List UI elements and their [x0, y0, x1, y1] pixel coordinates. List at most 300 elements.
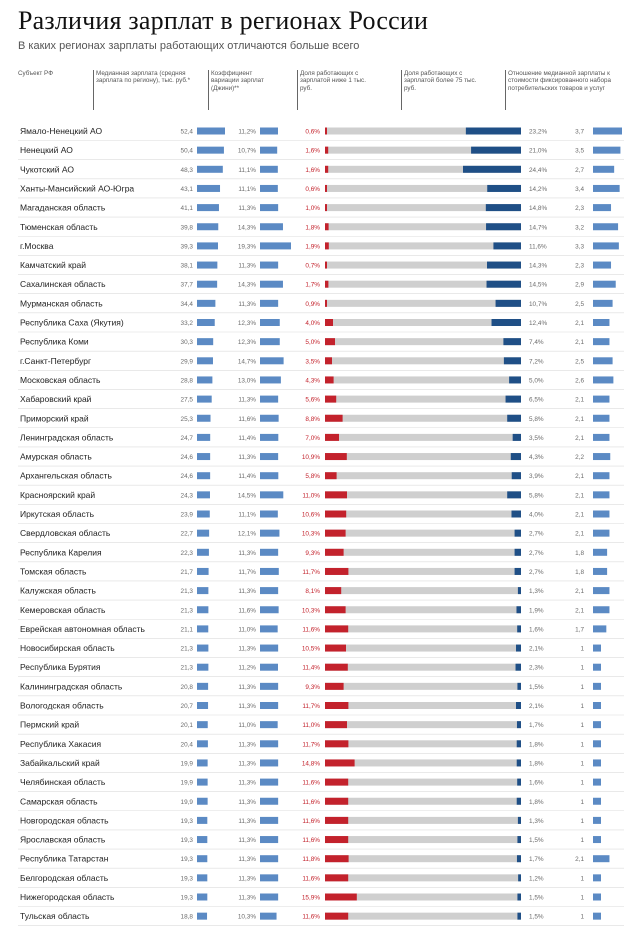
ratio-label: 1,8 [575, 568, 584, 576]
share-low-bar [325, 434, 339, 441]
coefficient-label: 11,3% [238, 837, 256, 845]
share-high-label: 1,7% [529, 856, 544, 864]
share-low-bar [325, 913, 348, 920]
median-salary-bar [197, 376, 212, 383]
share-low-bar [325, 147, 328, 154]
median-salary-label: 21,7 [180, 568, 193, 576]
share-low-bar [325, 415, 343, 422]
share-high-bar [517, 779, 521, 786]
share-low-bar [325, 894, 357, 901]
median-salary-label: 24,6 [180, 454, 193, 462]
share-background-bar [325, 721, 521, 728]
share-high-bar [487, 185, 521, 192]
coefficient-bar [260, 396, 278, 403]
share-high-label: 14,7% [529, 224, 548, 232]
share-low-label: 11,6% [302, 626, 320, 634]
ratio-label: 1 [580, 722, 584, 730]
share-high-label: 14,2% [529, 185, 548, 193]
share-low-bar [325, 721, 347, 728]
share-low-label: 11,0% [302, 722, 320, 730]
region-label: Республика Коми [20, 336, 89, 347]
share-high-label: 1,5% [529, 913, 544, 921]
median-salary-label: 39,3 [180, 243, 193, 251]
ratio-label: 2,1 [575, 434, 584, 442]
coefficient-label: 11,7% [238, 568, 256, 576]
ratio-bar [593, 894, 601, 901]
ratio-label: 2,1 [575, 415, 584, 423]
share-low-label: 5,6% [305, 396, 320, 404]
share-high-label: 1,8% [529, 741, 544, 749]
share-low-bar [325, 625, 348, 632]
share-high-bar [466, 128, 521, 135]
region-label: Еврейская автономная область [20, 623, 145, 634]
ratio-bar [593, 166, 614, 173]
ratio-label: 1 [580, 741, 584, 749]
median-salary-bar [197, 855, 207, 862]
median-salary-label: 50,4 [180, 147, 193, 155]
share-high-label: 1,5% [529, 837, 544, 845]
share-background-bar [325, 396, 521, 403]
share-background-bar [325, 472, 521, 479]
coefficient-bar [260, 913, 277, 920]
ratio-label: 2,1 [575, 530, 584, 538]
coefficient-bar [260, 721, 278, 728]
coefficient-label: 11,3% [238, 262, 256, 270]
share-background-bar [325, 549, 521, 556]
share-high-bar [517, 625, 521, 632]
share-high-bar [517, 721, 521, 728]
median-salary-bar [197, 223, 218, 230]
median-salary-bar [197, 415, 211, 422]
share-background-bar [325, 702, 521, 709]
coefficient-label: 11,3% [238, 588, 256, 596]
share-low-bar [325, 606, 346, 613]
coefficient-label: 11,6% [238, 607, 256, 615]
coefficient-bar [260, 376, 281, 383]
median-salary-label: 28,8 [180, 377, 193, 385]
share-low-bar [325, 645, 346, 652]
ratio-bar [593, 204, 611, 211]
share-low-label: 10,3% [301, 530, 320, 538]
share-high-label: 4,0% [529, 511, 544, 519]
ratio-label: 2,1 [575, 473, 584, 481]
share-high-label: 1,2% [529, 875, 544, 883]
ratio-bar [593, 817, 601, 824]
coefficient-label: 13,0% [237, 377, 256, 385]
coefficient-bar [260, 453, 278, 460]
coefficient-bar [260, 702, 278, 709]
ratio-label: 2,6 [575, 377, 584, 385]
coefficient-label: 11,3% [238, 549, 256, 557]
ratio-label: 1,7 [575, 626, 584, 634]
share-high-bar [517, 798, 521, 805]
share-low-bar [325, 855, 349, 862]
ratio-label: 1 [580, 779, 584, 787]
median-salary-label: 19,3 [180, 875, 193, 883]
share-low-bar [325, 740, 348, 747]
region-label: Магаданская область [20, 202, 106, 213]
share-high-bar [516, 606, 521, 613]
share-low-label: 11,6% [302, 837, 320, 845]
median-salary-label: 20,1 [180, 722, 193, 730]
ratio-bar [593, 338, 609, 345]
share-high-bar [515, 530, 521, 537]
ratio-bar [593, 664, 601, 671]
share-high-bar [511, 511, 521, 518]
region-label: Ханты-Мансийский АО-Югра [20, 183, 135, 194]
share-low-bar [325, 587, 341, 594]
coefficient-bar [260, 779, 278, 786]
share-high-bar [487, 262, 521, 269]
median-salary-label: 24,3 [180, 492, 193, 500]
share-low-label: 11,4% [302, 664, 320, 672]
median-salary-label: 23,9 [180, 511, 193, 519]
ratio-label: 1 [580, 645, 584, 653]
ratio-bar [593, 530, 609, 537]
median-salary-bar [197, 434, 210, 441]
share-high-bar [517, 836, 521, 843]
share-high-bar [516, 664, 521, 671]
share-high-label: 1,3% [529, 588, 544, 596]
share-high-label: 3,5% [529, 434, 544, 442]
median-salary-bar [197, 702, 208, 709]
ratio-bar [593, 453, 610, 460]
share-low-bar [325, 281, 328, 288]
share-low-bar [325, 817, 348, 824]
median-salary-label: 41,1 [180, 205, 193, 213]
median-salary-label: 21,3 [180, 607, 193, 615]
region-label: Хабаровский край [20, 394, 92, 405]
share-high-bar [516, 702, 521, 709]
share-low-label: 1,6% [305, 166, 320, 174]
region-label: г.Москва [20, 240, 54, 251]
median-salary-label: 22,7 [180, 530, 193, 538]
header-share-low: Доля работающих с зарплатой ниже 1 тыс. руб. [300, 70, 366, 92]
ratio-bar [593, 702, 601, 709]
coefficient-label: 11,4% [238, 473, 256, 481]
share-low-label: 10,9% [301, 454, 320, 462]
coefficient-bar [260, 625, 278, 632]
coefficient-label: 11,3% [238, 894, 256, 902]
share-high-bar [463, 166, 521, 173]
share-low-bar [325, 262, 327, 269]
coefficient-bar [260, 242, 291, 249]
coefficient-label: 10,3% [237, 913, 256, 921]
median-salary-bar [197, 721, 208, 728]
coefficient-bar [260, 664, 278, 671]
share-high-bar [507, 415, 521, 422]
coefficient-label: 14,3% [237, 224, 256, 232]
ratio-label: 2,1 [575, 607, 584, 615]
share-low-label: 11,7% [302, 703, 320, 710]
median-salary-bar [197, 606, 208, 613]
median-salary-bar [197, 319, 215, 326]
coefficient-bar [260, 204, 278, 211]
ratio-bar [593, 262, 611, 269]
coefficient-bar [260, 147, 277, 154]
coefficient-bar [260, 434, 278, 441]
share-high-bar [506, 396, 521, 403]
share-high-label: 2,1% [529, 645, 544, 653]
coefficient-label: 11,3% [238, 856, 256, 864]
share-high-label: 6,5% [529, 396, 544, 404]
share-high-label: 4,3% [529, 454, 544, 462]
share-high-bar [504, 357, 521, 364]
share-background-bar [325, 434, 521, 441]
median-salary-bar [197, 568, 209, 575]
coefficient-label: 11,3% [238, 817, 256, 825]
share-background-bar [325, 798, 521, 805]
median-salary-label: 19,3 [180, 837, 193, 845]
median-salary-bar [197, 453, 210, 460]
share-high-bar [512, 472, 521, 479]
share-high-label: 11,6% [529, 243, 547, 251]
median-salary-bar [197, 817, 207, 824]
median-salary-bar [197, 740, 208, 747]
median-salary-label: 52,4 [180, 128, 193, 136]
ratio-bar [593, 874, 601, 881]
median-salary-bar [197, 128, 225, 135]
region-label: Ямало-Ненецкий АО [20, 126, 103, 136]
share-high-bar [517, 759, 521, 766]
region-label: Мурманская область [20, 298, 103, 309]
ratio-bar [593, 587, 609, 594]
coefficient-label: 11,3% [238, 645, 256, 653]
ratio-label: 1 [580, 817, 584, 825]
ratio-bar [593, 415, 609, 422]
region-label: Иркутская область [20, 509, 95, 519]
share-low-bar [325, 166, 328, 173]
median-salary-bar [197, 625, 208, 632]
share-high-bar [487, 281, 521, 288]
share-low-label: 11,6% [302, 817, 320, 825]
share-low-label: 5,0% [305, 339, 320, 347]
share-high-bar [518, 817, 521, 824]
share-high-label: 2,3% [529, 664, 544, 672]
share-low-label: 11,6% [302, 779, 320, 787]
coefficient-label: 11,3% [238, 205, 256, 213]
ratio-label: 2,3 [575, 262, 584, 270]
region-label: Калужская область [20, 585, 96, 596]
median-salary-bar [197, 549, 209, 556]
coefficient-label: 11,4% [238, 434, 256, 442]
share-high-label: 2,7% [529, 568, 544, 576]
ratio-label: 2,1 [575, 856, 584, 864]
share-low-label: 0,6% [305, 128, 320, 136]
share-background-bar [325, 338, 521, 345]
median-salary-label: 19,9 [180, 760, 193, 768]
median-salary-bar [197, 798, 208, 805]
coefficient-bar [260, 472, 278, 479]
share-high-bar [507, 491, 521, 498]
median-salary-label: 24,7 [180, 434, 193, 442]
ratio-bar [593, 281, 616, 288]
share-background-bar [325, 242, 521, 249]
coefficient-label: 11,3% [238, 798, 256, 806]
median-salary-bar [197, 281, 217, 288]
coefficient-label: 11,3% [238, 703, 256, 710]
ratio-bar [593, 798, 601, 805]
share-high-bar [518, 587, 521, 594]
median-salary-bar [197, 664, 208, 671]
ratio-label: 1 [580, 664, 584, 672]
share-low-label: 11,6% [302, 798, 320, 806]
median-salary-label: 19,3 [180, 817, 193, 825]
share-high-bar [486, 223, 521, 230]
share-high-label: 23,2% [529, 128, 548, 136]
coefficient-bar [260, 357, 284, 364]
ratio-bar [593, 568, 607, 575]
share-low-label: 1,7% [305, 281, 320, 289]
share-high-label: 1,3% [529, 817, 544, 825]
median-salary-label: 21,3 [180, 645, 193, 653]
ratio-label: 1 [580, 683, 584, 691]
coefficient-bar [260, 300, 278, 307]
region-label: г.Санкт-Петербург [20, 355, 92, 366]
region-label: Приморский край [20, 413, 89, 424]
ratio-bar [593, 645, 601, 652]
ratio-label: 2,1 [575, 396, 584, 404]
share-high-label: 24,4% [529, 166, 548, 174]
coefficient-label: 14,3% [237, 281, 256, 289]
share-background-bar [325, 568, 521, 575]
share-background-bar [325, 376, 521, 383]
region-label: Московская область [20, 374, 101, 385]
region-label: Новгородская область [20, 815, 109, 826]
share-low-bar [325, 836, 348, 843]
median-salary-label: 38,1 [180, 262, 193, 270]
share-low-bar [325, 798, 348, 805]
share-high-label: 3,9% [529, 473, 544, 481]
ratio-bar [593, 128, 622, 135]
coefficient-bar [260, 894, 278, 901]
coefficient-label: 11,2% [238, 664, 256, 672]
coefficient-label: 11,1% [238, 166, 256, 174]
region-label: Амурская область [20, 451, 92, 462]
coefficient-bar [260, 817, 278, 824]
median-salary-label: 24,6 [180, 473, 193, 481]
share-high-label: 2,7% [529, 549, 544, 557]
ratio-label: 2,3 [575, 205, 584, 213]
median-salary-label: 25,3 [180, 415, 193, 423]
share-high-bar [511, 453, 521, 460]
ratio-bar [593, 913, 601, 920]
share-background-bar [325, 357, 521, 364]
median-salary-bar [197, 396, 212, 403]
ratio-label: 3,2 [575, 224, 584, 232]
share-background-bar [325, 625, 521, 632]
coefficient-label: 11,3% [238, 396, 256, 404]
share-low-label: 8,8% [305, 415, 320, 423]
share-low-label: 11,6% [302, 913, 320, 921]
share-low-bar [325, 568, 348, 575]
share-low-label: 0,9% [305, 300, 320, 308]
share-low-bar [325, 338, 335, 345]
coefficient-bar [260, 568, 279, 575]
ratio-label: 1 [580, 894, 584, 902]
coefficient-bar [260, 855, 278, 862]
coefficient-label: 11,3% [238, 454, 256, 462]
median-salary-label: 33,2 [180, 320, 193, 327]
share-background-bar [325, 779, 521, 786]
coefficient-bar [260, 740, 278, 747]
share-low-label: 1,9% [305, 243, 320, 251]
median-salary-bar [197, 511, 210, 518]
coefficient-bar [260, 798, 278, 805]
ratio-bar [593, 300, 613, 307]
share-low-label: 3,5% [305, 358, 320, 366]
share-low-label: 7,0% [305, 434, 320, 442]
median-salary-label: 21,1 [180, 626, 193, 634]
share-high-bar [517, 683, 521, 690]
coefficient-label: 19,3% [237, 243, 256, 251]
coefficient-bar [260, 128, 278, 135]
median-salary-bar [197, 683, 208, 690]
region-label: Архангельская область [20, 470, 112, 481]
coefficient-label: 11,2% [238, 128, 256, 136]
coefficient-bar [260, 606, 279, 613]
share-high-label: 7,2% [529, 358, 544, 366]
share-background-bar [325, 817, 521, 824]
share-low-bar [325, 779, 348, 786]
share-low-bar [325, 759, 355, 766]
coefficient-bar [260, 166, 278, 173]
coefficient-label: 14,5% [237, 492, 256, 500]
share-background-bar [325, 606, 521, 613]
share-low-bar [325, 530, 346, 537]
coefficient-bar [260, 511, 278, 518]
share-high-bar [517, 855, 521, 862]
coefficient-label: 10,7% [237, 147, 256, 155]
region-label: Вологодская область [20, 700, 104, 711]
ratio-bar [593, 319, 609, 326]
ratio-bar [593, 779, 601, 786]
coefficient-label: 12,3% [237, 339, 256, 347]
share-low-bar [325, 702, 348, 709]
share-low-bar [325, 549, 344, 556]
region-label: Чукотский АО [20, 164, 74, 175]
header-median-salary: Медианная зарплата (средняя зарплата по региону), тыс. руб.* [96, 70, 191, 85]
ratio-bar [593, 147, 620, 154]
region-label: Забайкальский край [20, 757, 100, 768]
coefficient-bar [260, 530, 279, 537]
region-label: Калининградская область [20, 681, 123, 692]
share-high-label: 2,7% [529, 530, 544, 538]
share-low-label: 1,8% [305, 224, 320, 232]
region-label: Ярославская область [20, 834, 106, 845]
share-background-bar [325, 491, 521, 498]
coefficient-bar [260, 645, 278, 652]
ratio-label: 2,9 [575, 281, 584, 289]
region-label: Ленинградская область [20, 432, 114, 443]
ratio-bar [593, 223, 618, 230]
share-background-bar [325, 645, 521, 652]
median-salary-bar [197, 338, 213, 345]
ratio-label: 3,4 [575, 185, 584, 193]
ratio-label: 2,5 [575, 300, 584, 308]
coefficient-bar [260, 491, 283, 498]
share-low-bar [325, 223, 329, 230]
share-high-bar [517, 740, 521, 747]
coefficient-bar [260, 262, 278, 269]
coefficient-bar [260, 874, 278, 881]
ratio-label: 3,3 [575, 243, 584, 251]
share-high-label: 5,8% [529, 415, 544, 423]
median-salary-bar [197, 530, 209, 537]
region-label: Республика Хакасия [20, 738, 102, 749]
share-high-label: 1,6% [529, 779, 544, 787]
median-salary-label: 19,3 [180, 894, 193, 902]
